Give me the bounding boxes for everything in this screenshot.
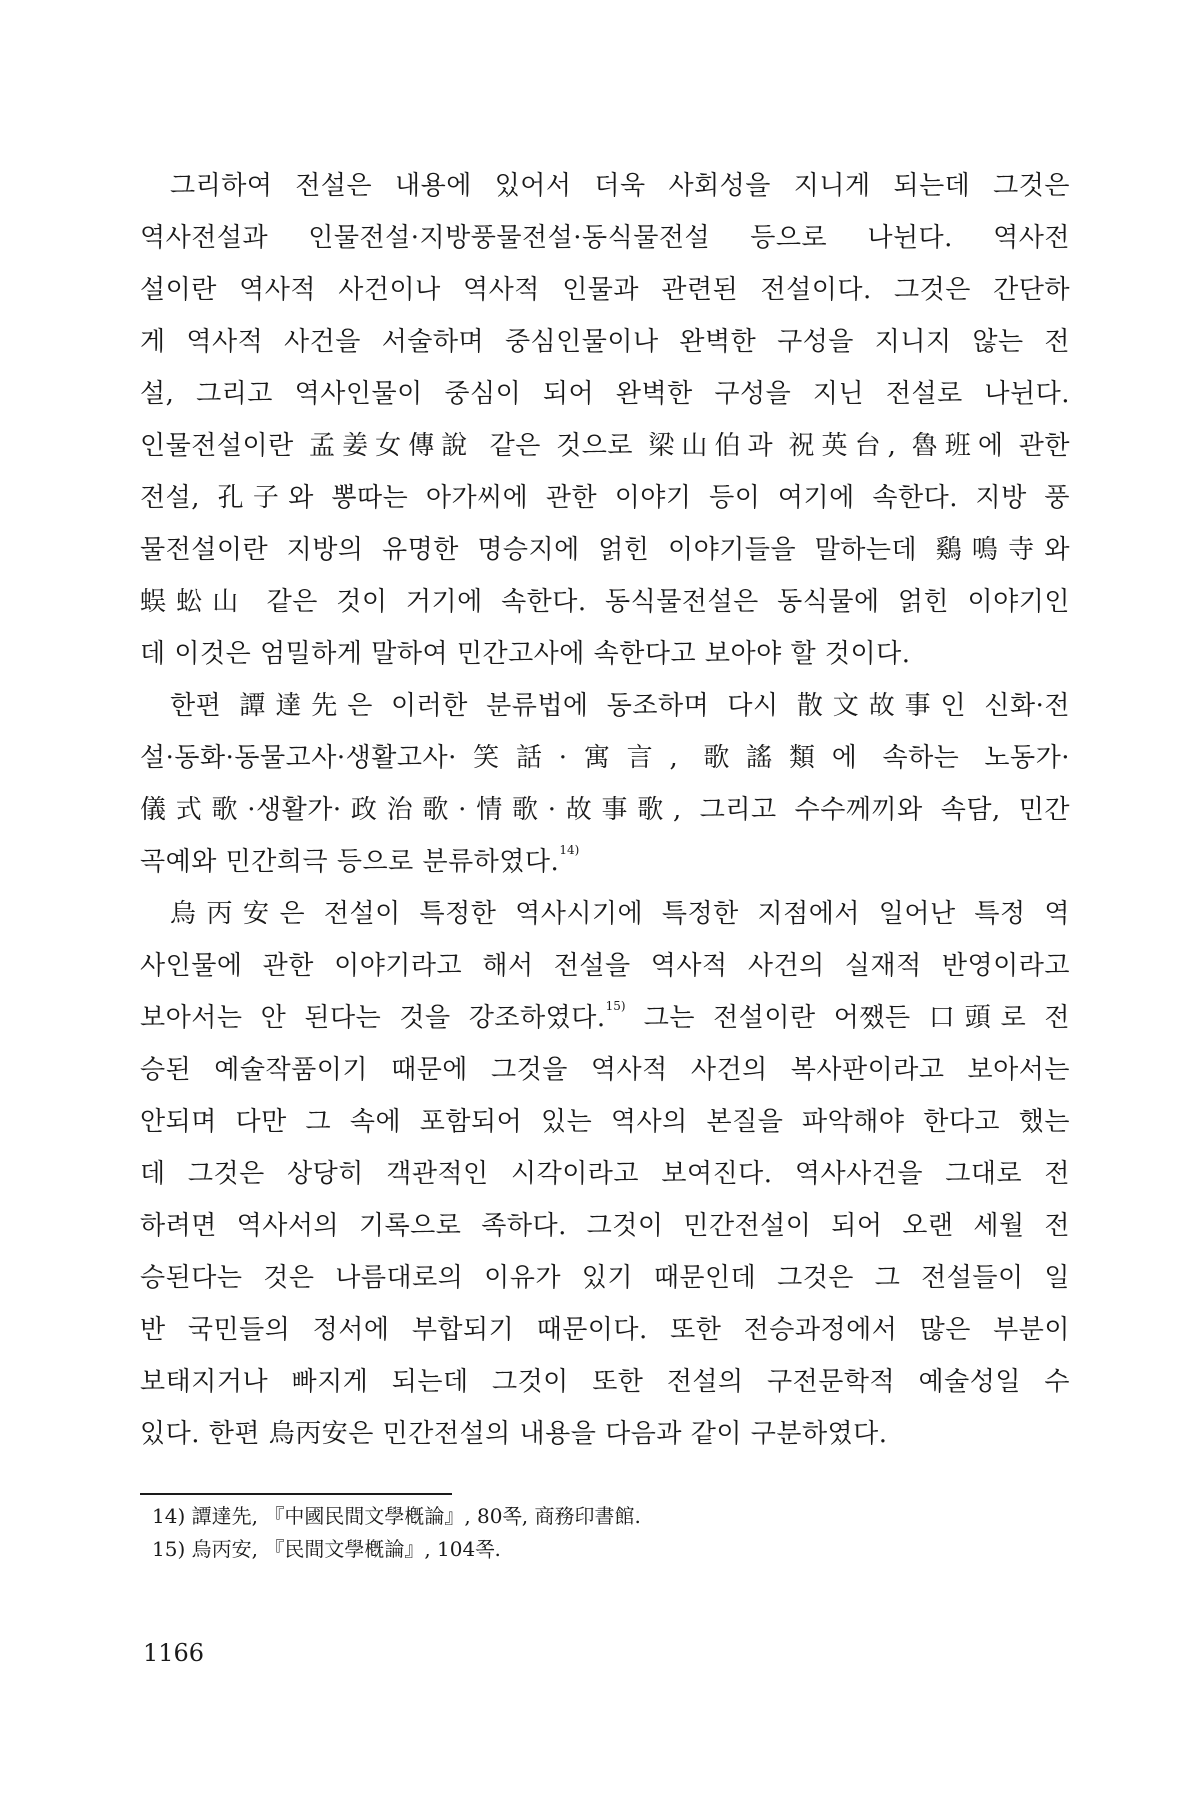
text-line: 승된 예술작품이기 때문에 그것을 역사적 사건의 복사판이라고 보아서는 <box>140 1055 1070 1085</box>
footnote-divider <box>140 1493 452 1495</box>
text-line: 전설, 孔子와 뽕따는 아가씨에 관한 이야기 등이 여기에 속한다. 지방 풍 <box>140 483 1070 513</box>
text-line: 烏丙安은 전설이 특정한 역사시기에 특정한 지점에서 일어난 특정 역 <box>170 899 1070 929</box>
text-line: 한편 譚達先은 이러한 분류법에 동조하며 다시 散文故事인 신화·전 <box>170 691 1070 721</box>
text-line: 인물전설이란 孟姜女傳說 같은 것으로 梁山伯과 祝英台, 魯班에 관한 <box>140 431 1070 461</box>
text-line: 그리하여 전설은 내용에 있어서 더욱 사회성을 지니게 되는데 그것은 <box>170 171 1070 201</box>
footnotes <box>152 1500 1052 1566</box>
text-line: 안되며 다만 그 속에 포함되어 있는 역사의 본질을 파악해야 한다고 했는 <box>140 1107 1070 1137</box>
footnote-ref-14[interactable]: 14) <box>559 843 580 858</box>
text-line: 역사전설과 인물전설·지방풍물전설·동식물전설 등으로 나뉜다. 역사전 <box>140 223 1070 253</box>
page-number: 1166 <box>143 1639 205 1667</box>
text-line: 蜈蚣山 같은 것이 거기에 속한다. 동식물전설은 동식물에 얽힌 이야기인 <box>140 587 1070 617</box>
text-fragment: 보아서는 안 된다는 것을 강조하였다. <box>140 1003 606 1033</box>
text-line: 보태지거나 빠지게 되는데 그것이 또한 전설의 구전문학적 예술성일 수 <box>140 1367 1070 1397</box>
text-line: 설, 그리고 역사인물이 중심이 되어 완벽한 구성을 지닌 전설로 나뉜다. <box>140 379 1070 409</box>
paragraph-2 <box>140 680 1070 888</box>
text-line: 하려면 역사서의 기록으로 족하다. 그것이 민간전설이 되어 오랜 세월 전 <box>140 1211 1070 1241</box>
footnote-ref-15[interactable]: 15) <box>605 999 626 1014</box>
text-line: 데 그것은 상당히 객관적인 시각이라고 보여진다. 역사사건을 그대로 전 <box>140 1159 1070 1189</box>
footnote-15: 15) 烏丙安, 『民間文學槪論』, 104쪽. <box>152 1537 501 1561</box>
body-text <box>140 160 1070 1460</box>
paragraph-3 <box>140 888 1070 1460</box>
text-fragment: 곡예와 민간희극 등으로 분류하였다. <box>140 847 560 877</box>
text-line: 데 이것은 엄밀하게 말하여 민간고사에 속한다고 보아야 할 것이다. <box>140 639 911 669</box>
text-line: 승된다는 것은 나름대로의 이유가 있기 때문인데 그것은 그 전설들이 일 <box>140 1263 1070 1293</box>
text-line: 있다. 한편 烏丙安은 민간전설의 내용을 다음과 같이 구분하였다. <box>140 1419 888 1449</box>
text-line: 설·동화·동물고사·생활고사·笑話·寓言, 歌謠類에 속하는 노동가· <box>140 743 1070 773</box>
text-line: 물전설이란 지방의 유명한 명승지에 얽힌 이야기들을 말하는데 鷄鳴寺와 <box>140 535 1070 565</box>
footnote-14: 14) 譚達先, 『中國民間文學槪論』, 80쪽, 商務印書館. <box>152 1504 641 1528</box>
text-line: 게 역사적 사건을 서술하며 중심인물이나 완벽한 구성을 지니지 않는 전 <box>140 327 1070 357</box>
text-line: 사인물에 관한 이야기라고 해서 전설을 역사적 사건의 실재적 반영이라고 <box>140 951 1070 981</box>
text-fragment: 그는 전설이란 어쨌든 口頭로 전 <box>625 1003 1070 1033</box>
text-line <box>140 836 1070 888</box>
text-line <box>140 992 1070 1044</box>
text-line: 반 국민들의 정서에 부합되기 때문이다. 또한 전승과정에서 많은 부분이 <box>140 1315 1070 1345</box>
paragraph-1 <box>140 160 1070 680</box>
text-line: 설이란 역사적 사건이나 역사적 인물과 관련된 전설이다. 그것은 간단하 <box>140 275 1070 305</box>
text-line: 儀式歌·생활가·政治歌·情歌·故事歌, 그리고 수수께끼와 속담, 민간 <box>140 795 1070 825</box>
